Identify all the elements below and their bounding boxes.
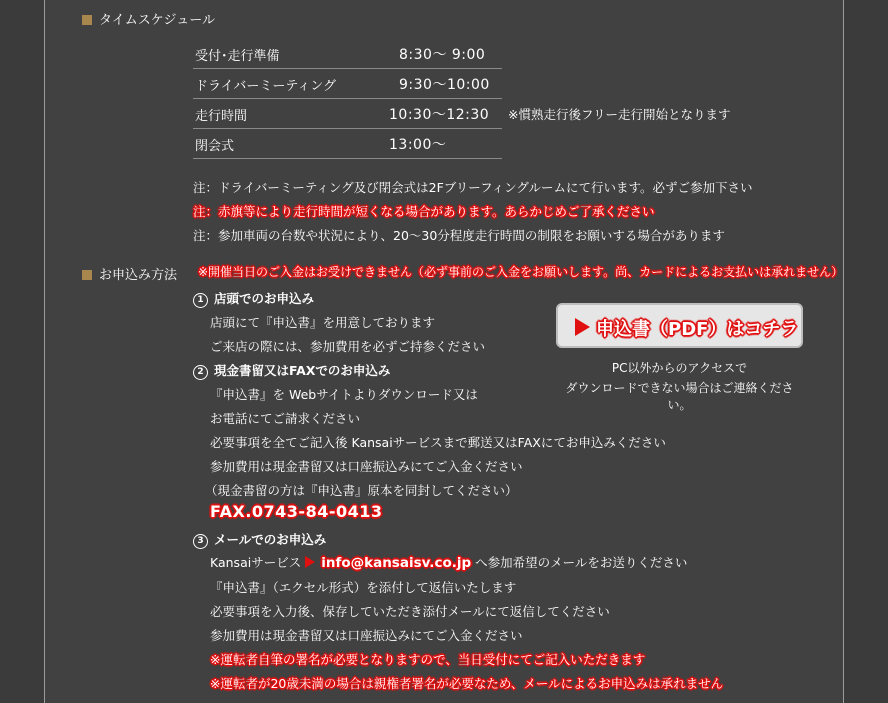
method2-line: （現金書留の方は『申込書』原本を同封してください） xyxy=(205,483,518,498)
method1-line: ご来店の際には、参加費用を必ずご持参ください xyxy=(210,339,486,354)
fax-number: FAX.0743-84-0413 xyxy=(210,502,383,521)
method3-line: 参加費用は現金書留又は口座振込みにてご入金ください xyxy=(210,628,523,643)
circled-number-icon: 3 xyxy=(193,534,208,549)
method1-title: 1 店頭でのお申込み xyxy=(193,289,314,308)
method1-line: 店頭にて『申込書』を用意しております xyxy=(210,315,436,330)
arrow-right-icon xyxy=(305,556,315,568)
apply-warning: ※開催当日のご入金はお受けできません（必ず事前のご入金をお願いします。尚、カードによるお支払いは承れません） xyxy=(198,265,844,279)
method2-line: 必要事項を全てご記入後 Kansaiサービスまで郵送又はFAXにてお申込みください xyxy=(210,435,666,450)
circled-number-icon: 2 xyxy=(193,365,208,380)
apply-heading: お申込み方法 xyxy=(82,264,177,283)
schedule-note: 注：参加車両の台数や状況により、20～30分程度走行時間の制限をお願いする場合があります xyxy=(193,228,725,243)
method2-line: 『申込書』を Webサイトよりダウンロード又は xyxy=(210,387,478,402)
method2-title: 2 現金書留又はFAXでのお申込み xyxy=(193,361,390,380)
method2-line: 参加費用は現金書留又は口座振込みにてご入金ください xyxy=(210,459,523,474)
method2-line: お電話にてご請求ください xyxy=(210,411,361,426)
mail-line: Kansaiサービス info@kansaisv.co.jp へ参加希望のメールをお送りください xyxy=(210,555,688,571)
method3-title: 3 メールでのお申込み xyxy=(193,530,326,549)
method3-red-note: ※運転者自筆の署名が必要となりますので、当日受付にてご記入いただきます xyxy=(210,652,646,667)
schedule-row: 受付･走行準備 8:30～ 9:00 xyxy=(193,38,502,69)
pdf-download-button[interactable]: 申込書（PDF）はコチラ xyxy=(556,303,803,348)
method3-line: 必要事項を入力後、保存していただき添付メールにて返信してください xyxy=(210,604,610,619)
schedule-note: 注：ドライバーミーティング及び閉会式は2Fブリーフィングルームにて行います。必ずご参加下さい xyxy=(193,180,753,195)
schedule-row: ドライバーミーティング 9:30～10:00 xyxy=(193,68,502,99)
square-bullet-icon xyxy=(82,15,92,25)
schedule-note-warning: 注：赤旗等により走行時間が短くなる場合があります。あらかじめご了承ください xyxy=(193,204,655,219)
method3-line: 『申込書』（エクセル形式）を添付して返信いたします xyxy=(210,580,517,595)
schedule-row: 閉会式 13:00～ xyxy=(193,128,502,159)
schedule-heading: タイムスケジュール xyxy=(82,9,215,28)
play-arrow-icon xyxy=(575,318,590,336)
schedule-row-note: ※慣熟走行後フリー走行開始となります xyxy=(508,107,731,122)
pdf-note: PC以外からのアクセスで xyxy=(611,361,748,375)
email-link[interactable]: info@kansaisv.co.jp xyxy=(321,555,472,571)
pdf-note: ダウンロードできない場合はご連絡ください。 xyxy=(565,381,794,412)
circled-number-icon: 1 xyxy=(193,293,208,308)
square-bullet-icon xyxy=(82,270,92,280)
schedule-row: 走行時間 10:30～12:30 xyxy=(193,98,502,129)
method3-red-note: ※運転者が20歳未満の場合は親権者署名が必要なため、メールによるお申込みは承れません xyxy=(210,676,724,691)
